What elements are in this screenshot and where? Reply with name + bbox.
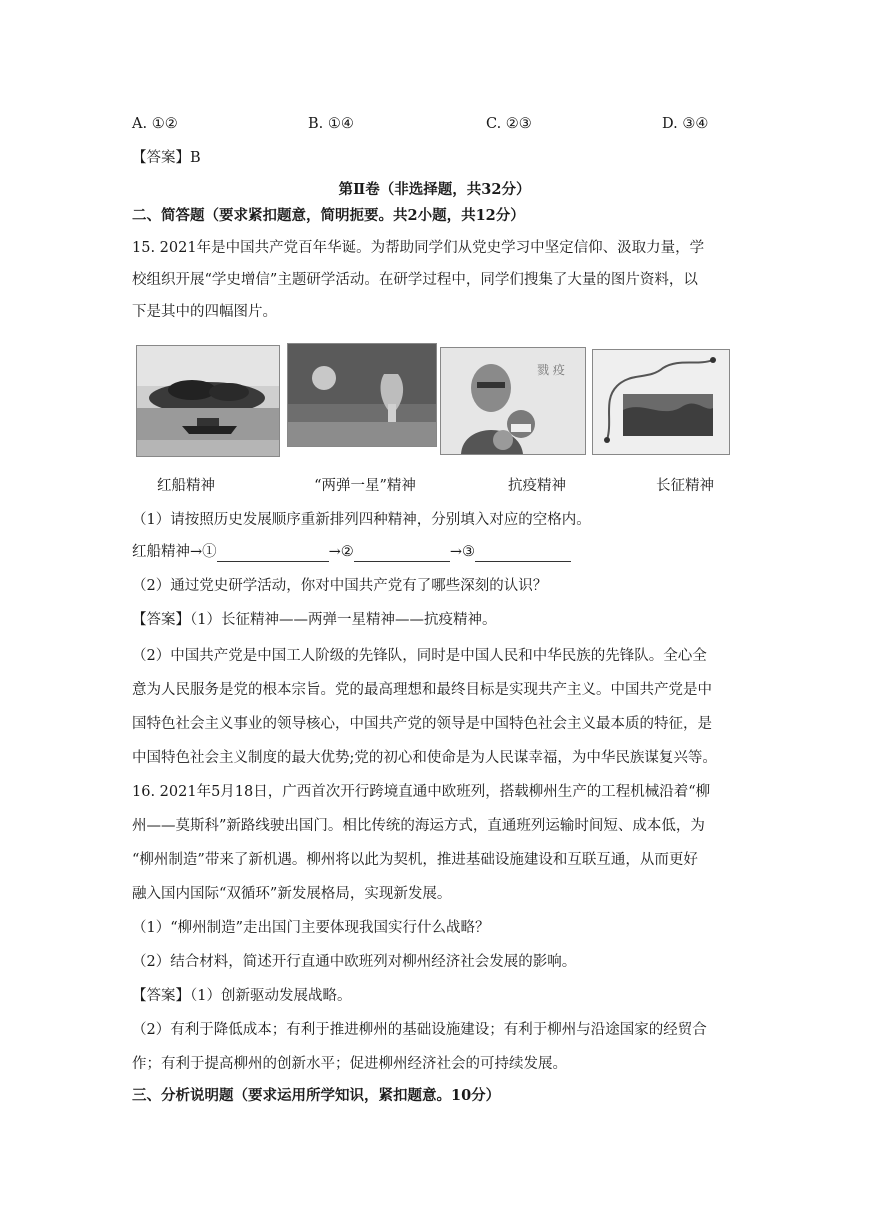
epidemic-fighting-photo	[440, 347, 586, 455]
caption-epidemic: 抗疫精神	[508, 478, 566, 494]
chain-arrow-3: →③	[449, 544, 475, 560]
long-march-map	[592, 349, 730, 455]
section2-heading: 二、简答题（要求紧扣题意，简明扼要。共2小题，共12分）	[132, 207, 525, 224]
answer-14: 【答案】B	[132, 150, 201, 166]
option-b: B. ①④	[308, 116, 354, 132]
caption-red-boat: 红船精神	[157, 478, 215, 494]
q16-line3: “柳州制造”带来了新机遇。柳州将以此为契机，推进基础设施建设和互联互通，从而更好	[132, 852, 698, 868]
two-bombs-one-satellite-photo	[287, 343, 437, 447]
q15-sub2: （2）通过党史研学活动，你对中国共产党有了哪些深刻的认识？	[132, 578, 548, 594]
option-d: D. ③④	[662, 116, 709, 132]
q16-answer2-line1: （2）有利于降低成本；有利于推进柳州的基础设施建设；有利于柳州与沿途国家的经贸合	[132, 1022, 707, 1038]
q15-answer2-line1: （2）中国共产党是中国工人阶级的先锋队，同时是中国人民和中华民族的先锋队。全心全	[132, 648, 707, 664]
q16-line1: 16. 2021年5月18日，广西首次开行跨境直通中欧班列，搭载柳州生产的工程机械沿着“柳	[132, 784, 711, 800]
q15-line2: 校组织开展“学史增信”主题研学活动。在研学过程中，同学们搜集了大量的图片资料，以	[132, 272, 698, 288]
blank-3[interactable]	[475, 547, 571, 562]
q16-sub2: （2）结合材料，简述开行直通中欧班列对柳州经济社会发展的影响。	[132, 954, 577, 970]
q15-answer2-line3: 国特色社会主义事业的领导核心，中国共产党的领导是中国特色社会主义最本质的特征，是	[132, 716, 712, 732]
blank-1[interactable]	[217, 547, 329, 562]
q15-sub1: （1）请按照历史发展顺序重新排列四种精神，分别填入对应的空格内。	[132, 512, 591, 528]
q15-line1: 15. 2021年是中国共产党百年华诞。为帮助同学们从党史学习中坚定信仰、汲取力量，学	[132, 240, 705, 256]
q16-line4: 融入国内国际“双循环”新发展格局，实现新发展。	[132, 886, 452, 902]
chain-start: 红船精神→①	[132, 544, 217, 560]
section2-title: 第Ⅱ卷（非选择题，共32分）	[338, 181, 531, 198]
caption-two-bombs: “两弹一星”精神	[314, 478, 416, 494]
option-c: C. ②③	[486, 116, 532, 132]
q15-chain	[132, 542, 571, 562]
q15-answer1: 【答案】（1）长征精神——两弹一星精神——抗疫精神。	[132, 612, 497, 628]
blank-2[interactable]	[354, 547, 450, 562]
svg-text:戮 疫: 戮 疫	[537, 363, 565, 377]
q16-line2: 州——莫斯科”新路线驶出国门。相比传统的海运方式，直通班列运输时间短、成本低，为	[132, 818, 705, 834]
option-a: A. ①②	[132, 116, 178, 132]
q16-answer2-line2: 作；有利于提高柳州的创新水平；促进柳州经济社会的可持续发展。	[132, 1056, 567, 1072]
q15-answer2-line2: 意为人民服务是党的根本宗旨。党的最高理想和最终目标是实现共产主义。中国共产党是中	[132, 682, 712, 698]
section3-heading: 三、分析说明题（要求运用所学知识，紧扣题意。10分）	[132, 1087, 501, 1104]
caption-long-march: 长征精神	[656, 478, 714, 494]
red-boat-photo	[136, 345, 280, 457]
q15-answer2-line4: 中国特色社会主义制度的最大优势;党的初心和使命是为人民谋幸福，为中华民族谋复兴等。	[132, 750, 717, 766]
q16-answer1: 【答案】（1）创新驱动发展战略。	[132, 988, 352, 1004]
q16-sub1: （1）“柳州制造”走出国门主要体现我国实行什么战略？	[132, 920, 490, 936]
chain-arrow-2: →②	[328, 544, 354, 560]
q15-line3: 下是其中的四幅图片。	[132, 304, 277, 320]
